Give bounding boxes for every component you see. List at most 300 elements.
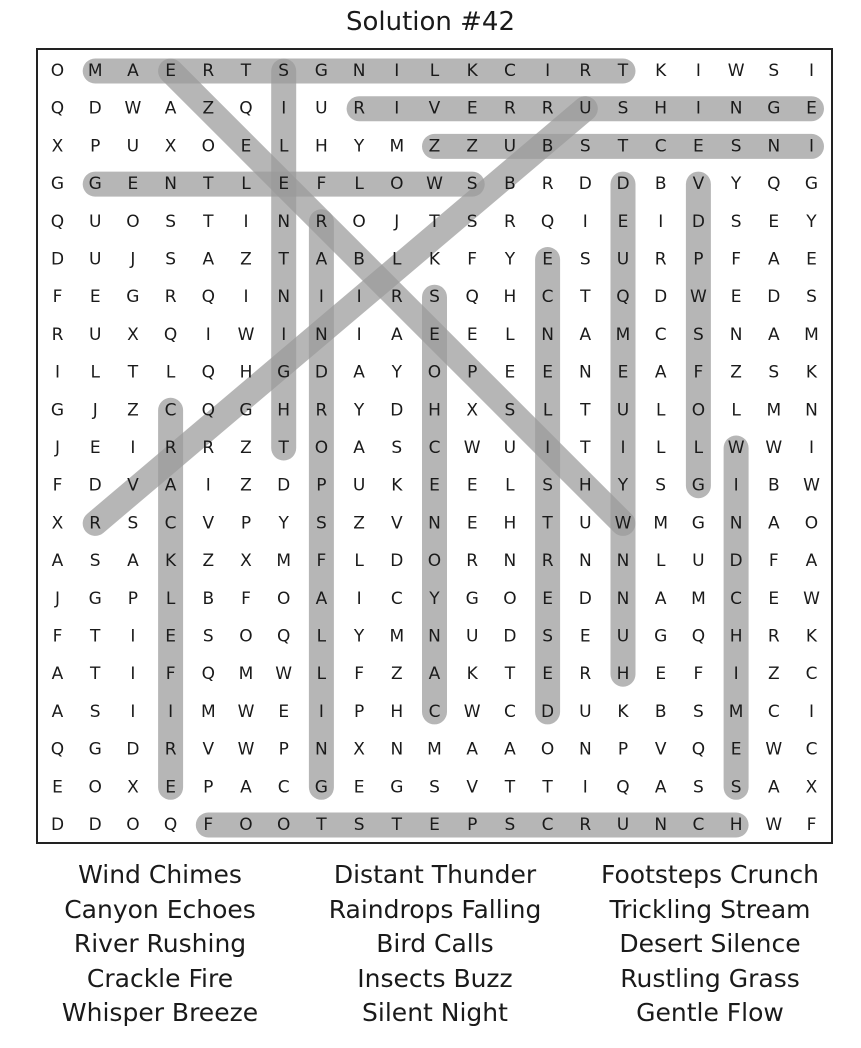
grid-cell[interactable]: E (165, 61, 176, 81)
grid-cell[interactable]: R (202, 438, 215, 458)
grid-cell[interactable]: E (466, 475, 478, 496)
grid-cell[interactable]: H (616, 664, 630, 685)
grid-cell[interactable]: V (654, 739, 667, 760)
grid-cell[interactable]: R (164, 438, 177, 458)
grid-cell[interactable]: A (654, 362, 667, 383)
grid-cell[interactable]: W (689, 287, 707, 308)
grid-cell[interactable]: F (806, 815, 817, 835)
grid-cell[interactable]: N (390, 739, 404, 760)
grid-cell[interactable]: C (503, 61, 516, 81)
grid-cell[interactable]: E (466, 513, 478, 534)
grid-cell[interactable]: Z (767, 664, 780, 685)
grid-cell[interactable]: F (354, 664, 364, 685)
grid-cell[interactable]: T (617, 61, 629, 81)
grid-cell[interactable]: I (620, 438, 626, 458)
grid-cell[interactable]: N (729, 98, 743, 119)
grid-cell[interactable]: I (318, 701, 324, 722)
grid-cell[interactable]: J (394, 211, 400, 232)
grid-cell[interactable]: L (392, 249, 402, 270)
grid-cell[interactable]: W (765, 438, 783, 458)
grid-cell[interactable]: X (51, 513, 64, 534)
grid-cell[interactable]: T (203, 211, 214, 232)
grid-cell[interactable]: F (768, 551, 779, 572)
grid-cell[interactable]: W (727, 438, 745, 458)
grid-cell[interactable]: A (51, 664, 64, 685)
grid-cell[interactable]: E (278, 174, 290, 195)
grid-cell[interactable]: T (240, 61, 252, 81)
grid-cell[interactable]: I (130, 438, 136, 458)
grid-cell[interactable]: T (278, 249, 289, 270)
grid-cell[interactable]: I (545, 438, 551, 458)
grid-cell[interactable]: A (315, 249, 328, 270)
grid-cell[interactable]: W (463, 438, 481, 458)
grid-cell[interactable]: Y (391, 362, 402, 383)
grid-cell[interactable]: C (428, 701, 441, 722)
grid-cell[interactable]: Q (201, 362, 215, 383)
grid-cell[interactable]: E (579, 626, 591, 647)
grid-cell[interactable]: E (655, 664, 667, 685)
grid-cell[interactable]: A (767, 513, 780, 534)
grid-cell[interactable]: A (240, 777, 252, 798)
grid-cell[interactable]: V (466, 777, 479, 798)
grid-cell[interactable]: Z (240, 438, 252, 458)
grid-cell[interactable]: C (164, 513, 177, 534)
grid-cell[interactable]: C (428, 438, 441, 458)
grid-cell[interactable]: V (202, 513, 215, 534)
grid-cell[interactable]: H (390, 701, 404, 722)
grid-cell[interactable]: U (579, 701, 592, 722)
grid-cell[interactable]: N (428, 626, 441, 647)
grid-cell[interactable]: C (654, 324, 667, 345)
grid-cell[interactable]: H (503, 287, 517, 308)
grid-cell[interactable]: O (88, 777, 102, 798)
grid-cell[interactable]: C (805, 739, 818, 760)
grid-cell[interactable]: F (52, 475, 63, 496)
grid-cell[interactable]: P (240, 513, 252, 534)
grid-cell[interactable]: D (578, 174, 592, 195)
grid-cell[interactable]: A (805, 551, 818, 572)
grid-cell[interactable]: X (466, 400, 479, 421)
grid-cell[interactable]: L (655, 438, 666, 458)
grid-cell[interactable]: F (693, 664, 704, 685)
grid-cell[interactable]: T (580, 287, 591, 308)
grid-cell[interactable]: A (504, 739, 516, 760)
grid-cell[interactable]: G (691, 475, 705, 496)
grid-cell[interactable]: B (541, 136, 554, 157)
grid-cell[interactable]: S (504, 400, 516, 421)
grid-cell[interactable]: E (542, 588, 553, 609)
grid-cell[interactable]: R (89, 513, 102, 534)
grid-cell[interactable]: O (277, 588, 291, 609)
grid-cell[interactable]: S (579, 136, 591, 157)
grid-cell[interactable]: G (654, 626, 668, 647)
grid-cell[interactable]: Q (201, 664, 215, 685)
grid-cell[interactable]: S (504, 815, 516, 835)
grid-cell[interactable]: D (88, 815, 102, 835)
grid-cell[interactable]: A (654, 777, 667, 798)
grid-cell[interactable]: H (428, 400, 441, 421)
grid-cell[interactable]: D (277, 475, 291, 496)
grid-cell[interactable]: H (654, 98, 668, 119)
grid-cell[interactable]: G (314, 61, 328, 81)
grid-cell[interactable]: N (654, 815, 668, 835)
grid-cell[interactable]: W (803, 588, 820, 609)
grid-cell[interactable]: S (693, 701, 704, 722)
grid-cell[interactable]: S (391, 438, 403, 458)
grid-cell[interactable]: I (281, 324, 287, 345)
grid-cell[interactable]: E (542, 249, 553, 270)
grid-cell[interactable]: G (88, 739, 102, 760)
grid-cell[interactable]: E (89, 438, 101, 458)
grid-cell[interactable]: K (655, 61, 667, 81)
grid-cell[interactable]: A (315, 588, 328, 609)
grid-cell[interactable]: S (579, 249, 591, 270)
grid-cell[interactable]: I (733, 475, 739, 496)
grid-cell[interactable]: E (429, 475, 440, 496)
grid-cell[interactable]: T (580, 400, 591, 421)
grid-cell[interactable]: O (352, 211, 366, 232)
grid-cell[interactable]: U (579, 513, 592, 534)
grid-cell[interactable]: Q (50, 98, 65, 119)
grid-cell[interactable]: M (276, 551, 292, 572)
grid-cell[interactable]: P (693, 249, 704, 270)
grid-cell[interactable]: K (165, 551, 177, 572)
grid-cell[interactable]: E (353, 777, 365, 798)
grid-cell[interactable]: M (766, 400, 782, 421)
grid-cell[interactable]: U (692, 551, 705, 572)
grid-cell[interactable]: M (389, 626, 405, 647)
grid-cell[interactable]: T (504, 777, 516, 798)
grid-cell[interactable]: L (354, 174, 364, 195)
grid-cell[interactable]: O (126, 211, 140, 232)
grid-cell[interactable]: C (654, 136, 667, 157)
grid-cell[interactable]: A (164, 98, 177, 119)
grid-cell[interactable]: B (353, 249, 365, 270)
grid-cell[interactable]: A (767, 249, 780, 270)
grid-cell[interactable]: O (239, 626, 253, 647)
grid-cell[interactable]: S (693, 777, 704, 798)
grid-cell[interactable]: I (205, 475, 211, 496)
grid-cell[interactable]: F (316, 174, 327, 195)
grid-cell[interactable]: S (165, 249, 176, 270)
grid-cell[interactable]: Z (240, 475, 252, 496)
grid-cell[interactable]: S (278, 61, 290, 81)
grid-cell[interactable]: U (352, 475, 366, 496)
grid-cell[interactable]: W (614, 513, 632, 534)
grid-cell[interactable]: U (616, 400, 630, 421)
grid-cell[interactable]: D (578, 588, 592, 609)
grid-cell[interactable]: O (691, 400, 706, 421)
grid-cell[interactable]: G (314, 777, 328, 798)
grid-cell[interactable]: S (768, 362, 780, 383)
grid-cell[interactable]: Z (202, 551, 215, 572)
grid-cell[interactable]: B (767, 475, 780, 496)
grid-cell[interactable]: C (767, 701, 780, 722)
grid-cell[interactable]: S (127, 513, 139, 534)
grid-cell[interactable]: M (653, 513, 669, 534)
grid-cell[interactable]: I (54, 362, 61, 383)
grid-cell[interactable]: L (354, 551, 364, 572)
grid-cell[interactable]: A (767, 324, 780, 345)
grid-cell[interactable]: B (654, 701, 667, 722)
grid-cell[interactable]: W (124, 98, 142, 119)
grid-cell[interactable]: U (88, 324, 102, 345)
grid-cell[interactable]: T (203, 174, 214, 195)
grid-cell[interactable]: T (504, 664, 516, 685)
grid-cell[interactable]: E (127, 174, 139, 195)
grid-cell[interactable]: A (654, 588, 667, 609)
grid-cell[interactable]: M (728, 701, 744, 722)
grid-cell[interactable]: Q (163, 815, 178, 835)
grid-cell[interactable]: X (127, 324, 139, 345)
grid-cell[interactable]: D (616, 174, 630, 195)
grid-cell[interactable]: T (429, 211, 440, 232)
grid-cell[interactable]: E (617, 211, 629, 232)
grid-cell[interactable]: V (127, 475, 139, 496)
grid-cell[interactable]: L (655, 551, 666, 572)
grid-cell[interactable]: X (164, 136, 177, 157)
grid-cell[interactable]: D (691, 211, 705, 232)
grid-cell[interactable]: E (466, 324, 478, 345)
grid-cell[interactable]: L (542, 400, 553, 421)
grid-cell[interactable]: N (767, 136, 781, 157)
grid-cell[interactable]: N (578, 739, 592, 760)
grid-cell[interactable]: T (90, 626, 101, 647)
grid-cell[interactable]: E (542, 362, 553, 383)
grid-cell[interactable]: Z (466, 136, 479, 157)
grid-cell[interactable]: W (765, 739, 783, 760)
grid-cell[interactable]: H (277, 400, 291, 421)
grid-cell[interactable]: T (542, 513, 553, 534)
grid-cell[interactable]: E (165, 626, 176, 647)
grid-cell[interactable]: O (427, 551, 442, 572)
grid-cell[interactable]: R (390, 287, 403, 308)
grid-cell[interactable]: L (241, 174, 251, 195)
grid-cell[interactable]: L (505, 475, 515, 496)
grid-cell[interactable]: U (315, 98, 328, 119)
grid-cell[interactable]: R (466, 551, 479, 572)
grid-cell[interactable]: Q (691, 626, 706, 647)
grid-cell[interactable]: G (126, 287, 140, 308)
grid-cell[interactable]: A (127, 551, 139, 572)
grid-cell[interactable]: W (237, 701, 255, 722)
grid-cell[interactable]: X (805, 777, 818, 798)
grid-cell[interactable]: I (243, 287, 249, 308)
grid-cell[interactable]: G (804, 174, 819, 195)
grid-cell[interactable]: A (51, 701, 64, 722)
grid-cell[interactable]: N (428, 513, 441, 534)
grid-cell[interactable]: G (767, 98, 781, 119)
grid-cell[interactable]: Q (201, 400, 215, 421)
grid-cell[interactable]: T (617, 136, 629, 157)
grid-cell[interactable]: W (426, 174, 443, 195)
grid-cell[interactable]: S (202, 626, 214, 647)
grid-cell[interactable]: J (54, 438, 61, 458)
grid-cell[interactable]: I (808, 438, 815, 458)
grid-cell[interactable]: H (315, 136, 328, 157)
grid-cell[interactable]: C (541, 287, 554, 308)
grid-cell[interactable]: D (126, 739, 140, 760)
grid-cell[interactable]: R (315, 211, 328, 232)
grid-cell[interactable]: I (243, 211, 249, 232)
grid-cell[interactable]: Q (767, 174, 781, 195)
grid-cell[interactable]: R (541, 174, 554, 195)
grid-cell[interactable]: S (542, 626, 553, 647)
grid-cell[interactable]: D (88, 98, 102, 119)
grid-cell[interactable]: Y (617, 475, 629, 496)
grid-cell[interactable]: N (277, 287, 291, 308)
grid-cell[interactable]: N (352, 61, 366, 81)
grid-cell[interactable]: A (127, 61, 139, 81)
grid-cell[interactable]: H (729, 626, 743, 647)
grid-cell[interactable]: E (768, 211, 780, 232)
grid-cell[interactable]: T (391, 815, 402, 835)
grid-cell[interactable]: Q (540, 211, 555, 232)
grid-cell[interactable]: S (730, 777, 742, 798)
grid-cell[interactable]: P (467, 815, 478, 835)
grid-cell[interactable]: E (730, 739, 742, 760)
grid-cell[interactable]: S (542, 475, 553, 496)
grid-cell[interactable]: C (730, 588, 743, 609)
grid-cell[interactable]: E (768, 588, 780, 609)
grid-cell[interactable]: L (278, 136, 289, 157)
grid-cell[interactable]: C (390, 588, 403, 609)
grid-cell[interactable]: G (88, 174, 102, 195)
grid-cell[interactable]: I (205, 324, 211, 345)
grid-cell[interactable]: F (52, 287, 63, 308)
grid-cell[interactable]: F (467, 249, 478, 270)
grid-cell[interactable]: P (316, 475, 327, 496)
grid-cell[interactable]: G (50, 174, 65, 195)
grid-cell[interactable]: D (50, 815, 65, 835)
grid-cell[interactable]: I (582, 777, 588, 798)
grid-cell[interactable]: Y (353, 400, 365, 421)
grid-cell[interactable]: R (654, 249, 667, 270)
grid-cell[interactable]: S (89, 701, 101, 722)
grid-cell[interactable]: W (237, 739, 255, 760)
grid-cell[interactable]: H (578, 475, 592, 496)
grid-cell[interactable]: O (50, 61, 65, 81)
grid-cell[interactable]: V (692, 174, 705, 195)
grid-cell[interactable]: Z (730, 362, 742, 383)
grid-cell[interactable]: S (466, 211, 478, 232)
grid-cell[interactable]: S (466, 174, 478, 195)
grid-cell[interactable]: F (731, 249, 741, 270)
grid-cell[interactable]: F (52, 626, 63, 647)
grid-cell[interactable]: W (765, 815, 783, 835)
grid-cell[interactable]: E (429, 324, 440, 345)
grid-cell[interactable]: G (691, 513, 705, 534)
grid-cell[interactable]: Y (278, 513, 289, 534)
grid-cell[interactable]: S (730, 136, 742, 157)
grid-cell[interactable]: T (278, 438, 289, 458)
grid-cell[interactable]: I (130, 626, 136, 647)
grid-cell[interactable]: S (806, 287, 817, 308)
grid-cell[interactable]: I (545, 61, 551, 81)
grid-cell[interactable]: A (353, 438, 365, 458)
grid-cell[interactable]: L (165, 362, 176, 383)
grid-cell[interactable]: A (390, 324, 403, 345)
grid-cell[interactable]: I (733, 664, 739, 685)
grid-cell[interactable]: G (390, 777, 404, 798)
grid-cell[interactable]: G (88, 588, 102, 609)
grid-cell[interactable]: R (353, 98, 366, 119)
grid-cell[interactable]: L (505, 324, 515, 345)
grid-cell[interactable]: I (695, 61, 701, 81)
grid-cell[interactable]: A (51, 551, 64, 572)
grid-cell[interactable]: S (429, 777, 440, 798)
grid-cell[interactable]: I (356, 324, 362, 345)
grid-cell[interactable]: A (579, 324, 592, 345)
grid-cell[interactable]: I (808, 61, 815, 81)
grid-cell[interactable]: R (315, 400, 328, 421)
grid-cell[interactable]: U (616, 249, 630, 270)
grid-cell[interactable]: E (806, 249, 817, 270)
grid-cell[interactable]: P (617, 739, 629, 760)
grid-cell[interactable]: D (88, 475, 102, 496)
grid-cell[interactable]: T (542, 777, 553, 798)
grid-cell[interactable]: S (730, 211, 742, 232)
grid-cell[interactable]: L (655, 400, 666, 421)
grid-cell[interactable]: I (130, 701, 136, 722)
grid-cell[interactable]: Y (429, 588, 440, 609)
grid-cell[interactable]: M (427, 739, 442, 760)
grid-cell[interactable]: G (465, 588, 479, 609)
grid-cell[interactable]: V (390, 513, 403, 534)
grid-cell[interactable]: Z (428, 136, 441, 157)
grid-cell[interactable]: Y (504, 249, 516, 270)
grid-cell[interactable]: O (239, 815, 253, 835)
grid-cell[interactable]: E (165, 777, 176, 798)
grid-cell[interactable]: Q (616, 287, 630, 308)
grid-cell[interactable]: U (88, 249, 102, 270)
grid-cell[interactable]: I (658, 211, 664, 232)
grid-cell[interactable]: R (541, 98, 554, 119)
grid-cell[interactable]: E (52, 777, 63, 798)
grid-cell[interactable]: O (427, 362, 442, 383)
grid-cell[interactable]: P (278, 739, 289, 760)
grid-cell[interactable]: R (503, 98, 516, 119)
grid-cell[interactable]: E (617, 362, 629, 383)
grid-cell[interactable]: Q (691, 739, 706, 760)
word-search-grid[interactable] (36, 48, 833, 844)
grid-cell[interactable]: O (804, 513, 819, 534)
grid-cell[interactable]: E (466, 98, 478, 119)
grid-cell[interactable]: D (729, 551, 743, 572)
grid-cell[interactable]: C (805, 664, 818, 685)
grid-cell[interactable]: R (767, 626, 780, 647)
grid-cell[interactable]: U (126, 136, 140, 157)
grid-cell[interactable]: X (240, 551, 252, 572)
grid-cell[interactable]: E (730, 287, 742, 308)
grid-cell[interactable]: N (578, 362, 592, 383)
grid-cell[interactable]: X (127, 777, 139, 798)
grid-cell[interactable]: R (164, 287, 177, 308)
grid-cell[interactable]: R (164, 739, 177, 760)
grid-cell[interactable]: A (428, 664, 441, 685)
grid-cell[interactable]: A (353, 362, 365, 383)
grid-cell[interactable]: W (727, 61, 745, 81)
grid-cell[interactable]: L (316, 626, 327, 647)
grid-cell[interactable]: Q (465, 287, 479, 308)
grid-cell[interactable]: R (579, 61, 592, 81)
grid-cell[interactable]: D (314, 362, 328, 383)
grid-cell[interactable]: U (88, 211, 102, 232)
grid-cell[interactable]: E (240, 136, 252, 157)
grid-cell[interactable]: K (391, 475, 403, 496)
grid-cell[interactable]: Q (239, 98, 253, 119)
grid-cell[interactable]: T (127, 362, 139, 383)
